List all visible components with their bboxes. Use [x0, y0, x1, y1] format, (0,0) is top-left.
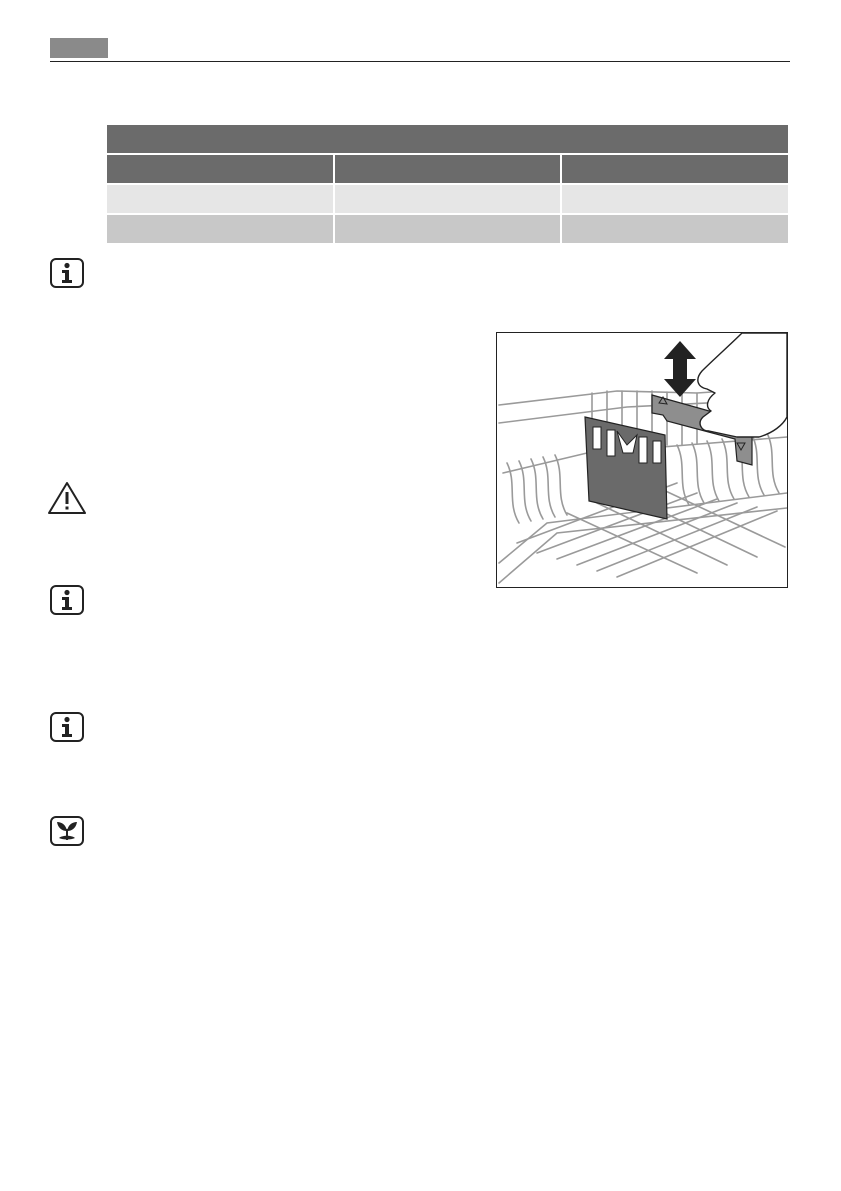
table-cell	[562, 185, 788, 213]
settings-table	[107, 125, 788, 243]
table-header-row	[107, 155, 788, 183]
table-cell	[335, 215, 561, 243]
info-icon	[50, 258, 84, 288]
table-cell	[107, 215, 333, 243]
header-rule	[50, 61, 790, 62]
header-tab	[50, 38, 108, 58]
table-cell	[562, 215, 788, 243]
hand	[698, 333, 787, 437]
table-title-bar	[107, 125, 788, 153]
table-cell	[107, 185, 333, 213]
table-header-cell	[335, 155, 561, 183]
table-row	[107, 215, 788, 243]
table-header-cell	[562, 155, 788, 183]
info-icon	[50, 585, 84, 615]
double-arrow-icon	[664, 341, 696, 397]
basket-illustration	[496, 332, 788, 588]
info-icon	[50, 712, 84, 742]
table-row	[107, 185, 788, 213]
table-header-cell	[107, 155, 333, 183]
environment-icon	[50, 816, 84, 846]
table-cell	[335, 185, 561, 213]
warning-icon	[46, 480, 88, 516]
